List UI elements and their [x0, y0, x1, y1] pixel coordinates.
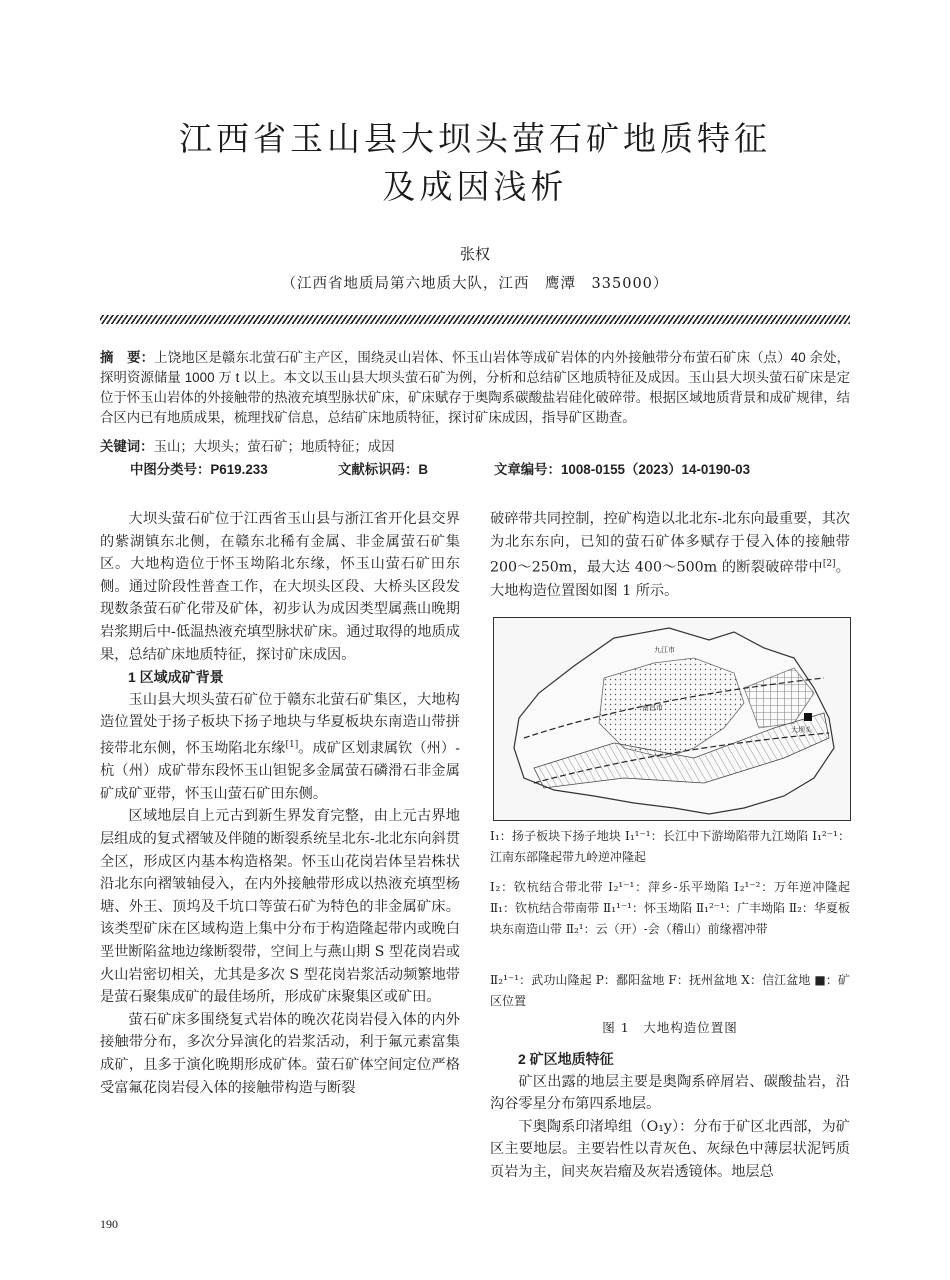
section-2-paragraph-1: 矿区出露的地层主要是奥陶系碎屑岩、碳酸盐岩，沿沟谷零星分布第四系地层。 — [490, 1073, 850, 1113]
mine-location-marker — [804, 713, 812, 721]
intro-paragraph: 大坝头萤石矿位于江西省玉山县与浙江省开化县交界的紫湖镇东北侧，在赣东北稀有金属、非金属萤石矿集区。大地构造位于怀玉坳陷北东缘，怀玉山萤石矿田东侧。通过阶段性普查工作，在大坝头区段、大桥头区段发现数条萤石矿化带及矿体，初步认为成因类型属燕山晚期岩浆期后中-低温热液充填型脉状矿床。通过取得的地质成果，总结矿床地质特征，探讨矿床成因。 — [100, 511, 460, 663]
mine-label: 大坝头 — [791, 726, 812, 734]
section-2-heading: 2 矿区地质特征 — [518, 1051, 614, 1067]
section-1-paragraph-2: 区域地层自上元古到新生界发育完整，由上元古界地层组成的复式褶皱及伴随的断裂系统呈北东-北北东向斜贯全区，形成区内基本构造格架。怀玉山花岗岩体呈岩株状沿北东向褶皱轴侵入，在内外接触带形成以热液充填型杨塘、外王、顶坞及千坑口等萤石矿为特色的非金属矿床。该类型矿床在区域构造上集中分布于构造隆起带内或晚白垩世断陷盆地边缘断裂带，空间上与燕山期 S 型花岗岩或火山岩密切相关，尤其是多次 S 型花岗岩浆活动频繁地带是萤石聚集成矿的最佳场所，形成矿床聚集区或矿田。 — [100, 808, 460, 1006]
map-drawing — [494, 618, 850, 820]
city-label: 南昌市 — [642, 704, 663, 712]
section-1-heading: 1 区域成矿背景 — [128, 669, 224, 686]
right-column-top — [490, 508, 850, 602]
figure-caption: 图 1 大地构造位置图 — [602, 1020, 738, 1035]
continued-paragraph: 破碎带共同控制，控矿构造以北北东-北东向最重要，其次为北东东向，已知的萤石矿体多赋存于侵入体的接触带 200～250m，最大达 400～500m 的断裂破碎带中[2]。大地构造位置图如图 1 所示。 — [490, 511, 850, 599]
classification-codes — [100, 460, 850, 480]
section-2-paragraph-2: 下奥陶系印渚埠组（O₁y）：分布于矿区北西部，为矿区主要地层。主要岩性以青灰色、灰绿色中薄层状泥钙质页岩为主，间夹灰岩瘤及灰岩透镜体。地层总 — [490, 1118, 850, 1180]
article-code: 文章编号：1008-0155（2023）14-0190-03 — [494, 462, 751, 477]
city-label: 九江市 — [654, 646, 675, 654]
right-column-bottom — [490, 1048, 850, 1184]
legend-line-2: Ⅰ₂：钦杭结合带北带 Ⅰ₂¹⁻¹：萍乡-乐平坳陷 Ⅰ₂¹⁻²：万年逆冲隆起 Ⅱ₁：钦杭结合带南带 Ⅱ₁¹⁻¹：怀玉坳陷 Ⅱ₁²⁻¹：广丰坳陷 Ⅱ₂：华夏板块东南造山带 Ⅱ₂¹：云（开）-会（稽山）前缘褶冲带 — [490, 880, 850, 936]
abstract-label: 摘 要： — [100, 350, 155, 365]
abstract-text: 上饶地区是赣东北萤石矿主产区，围绕灵山岩体、怀玉山岩体等成矿岩体的内外接触带分布萤石矿床（点）40 余处，探明资源储量 1000 万 t 以上。本文以玉山县大坝头萤石矿为例，分析和总结矿区地质特征及成因。玉山县大坝头萤石矿床是定位于怀玉山岩体的外接触带的热液充填型脉状矿床，矿床赋存于奥陶系碳酸盐岩硅化破碎带。根据区域地质背景和成矿规律，结合区内已有地质成果，梳理找矿信息，总结矿床地质特征，探讨矿床成因，指导矿区勘查。 — [100, 350, 850, 425]
legend-line-3: Ⅱ₂¹⁻¹：武功山隆起 P：鄱阳盆地 F：抚州盆地 X：信江盆地 ■：矿区位置 — [490, 973, 850, 1008]
clc-code: 中图分类号：P619.233 — [130, 462, 268, 477]
title-line-1: 江西省玉山县大坝头萤石矿地质特征 — [179, 119, 771, 158]
hatched-divider — [100, 315, 850, 324]
citation-1[interactable]: [1] — [285, 739, 299, 750]
keywords — [100, 437, 850, 457]
section-1-paragraph-3: 萤石矿床多围绕复式岩体的晚次花岗岩侵入体的内外接触带分布，多次分异演化的岩浆活动，利于氟元素富集成矿，且多于演化晚期形成矿体。萤石矿体空间定位严格受富氟花岗岩侵入体的接触带构造与断裂 — [100, 1011, 460, 1096]
tectonic-map-figure — [493, 617, 851, 821]
citation-2[interactable]: [2] — [822, 559, 836, 570]
title-line-2: 及成因浅析 — [382, 167, 568, 206]
section-1-paragraph-1: 玉山县大坝头萤石矿位于赣东北萤石矿集区，大地构造位置处于扬子板块下扬子地块与华夏板块东南造山带拼接带北东侧，怀玉坳陷北东缘[1]。成矿区划隶属钦（州）-杭（州）成矿带东段怀玉山钽铌多金属萤石磷滑石非金属矿成矿亚带，怀玉山萤石矿田东侧。 — [100, 691, 460, 802]
abstract — [100, 348, 850, 428]
author: 张权 — [459, 245, 490, 263]
doc-code: 文献标识码：B — [338, 462, 429, 477]
affiliation: （江西省地质局第六地质大队，江西 鹰潭 335000） — [281, 276, 669, 292]
page-number: 190 — [100, 1217, 118, 1231]
legend-line-1: Ⅰ₁：扬子板块下扬子地块 Ⅰ₁¹⁻¹：长江中下游坳陷带九江坳陷 Ⅰ₁²⁻¹：江南东部隆起带九岭逆冲隆起 — [490, 829, 850, 864]
keywords-label: 关键词： — [100, 439, 154, 454]
keywords-text: 玉山；大坝头；萤石矿；地质特征；成因 — [153, 439, 395, 454]
left-column — [100, 508, 460, 1099]
